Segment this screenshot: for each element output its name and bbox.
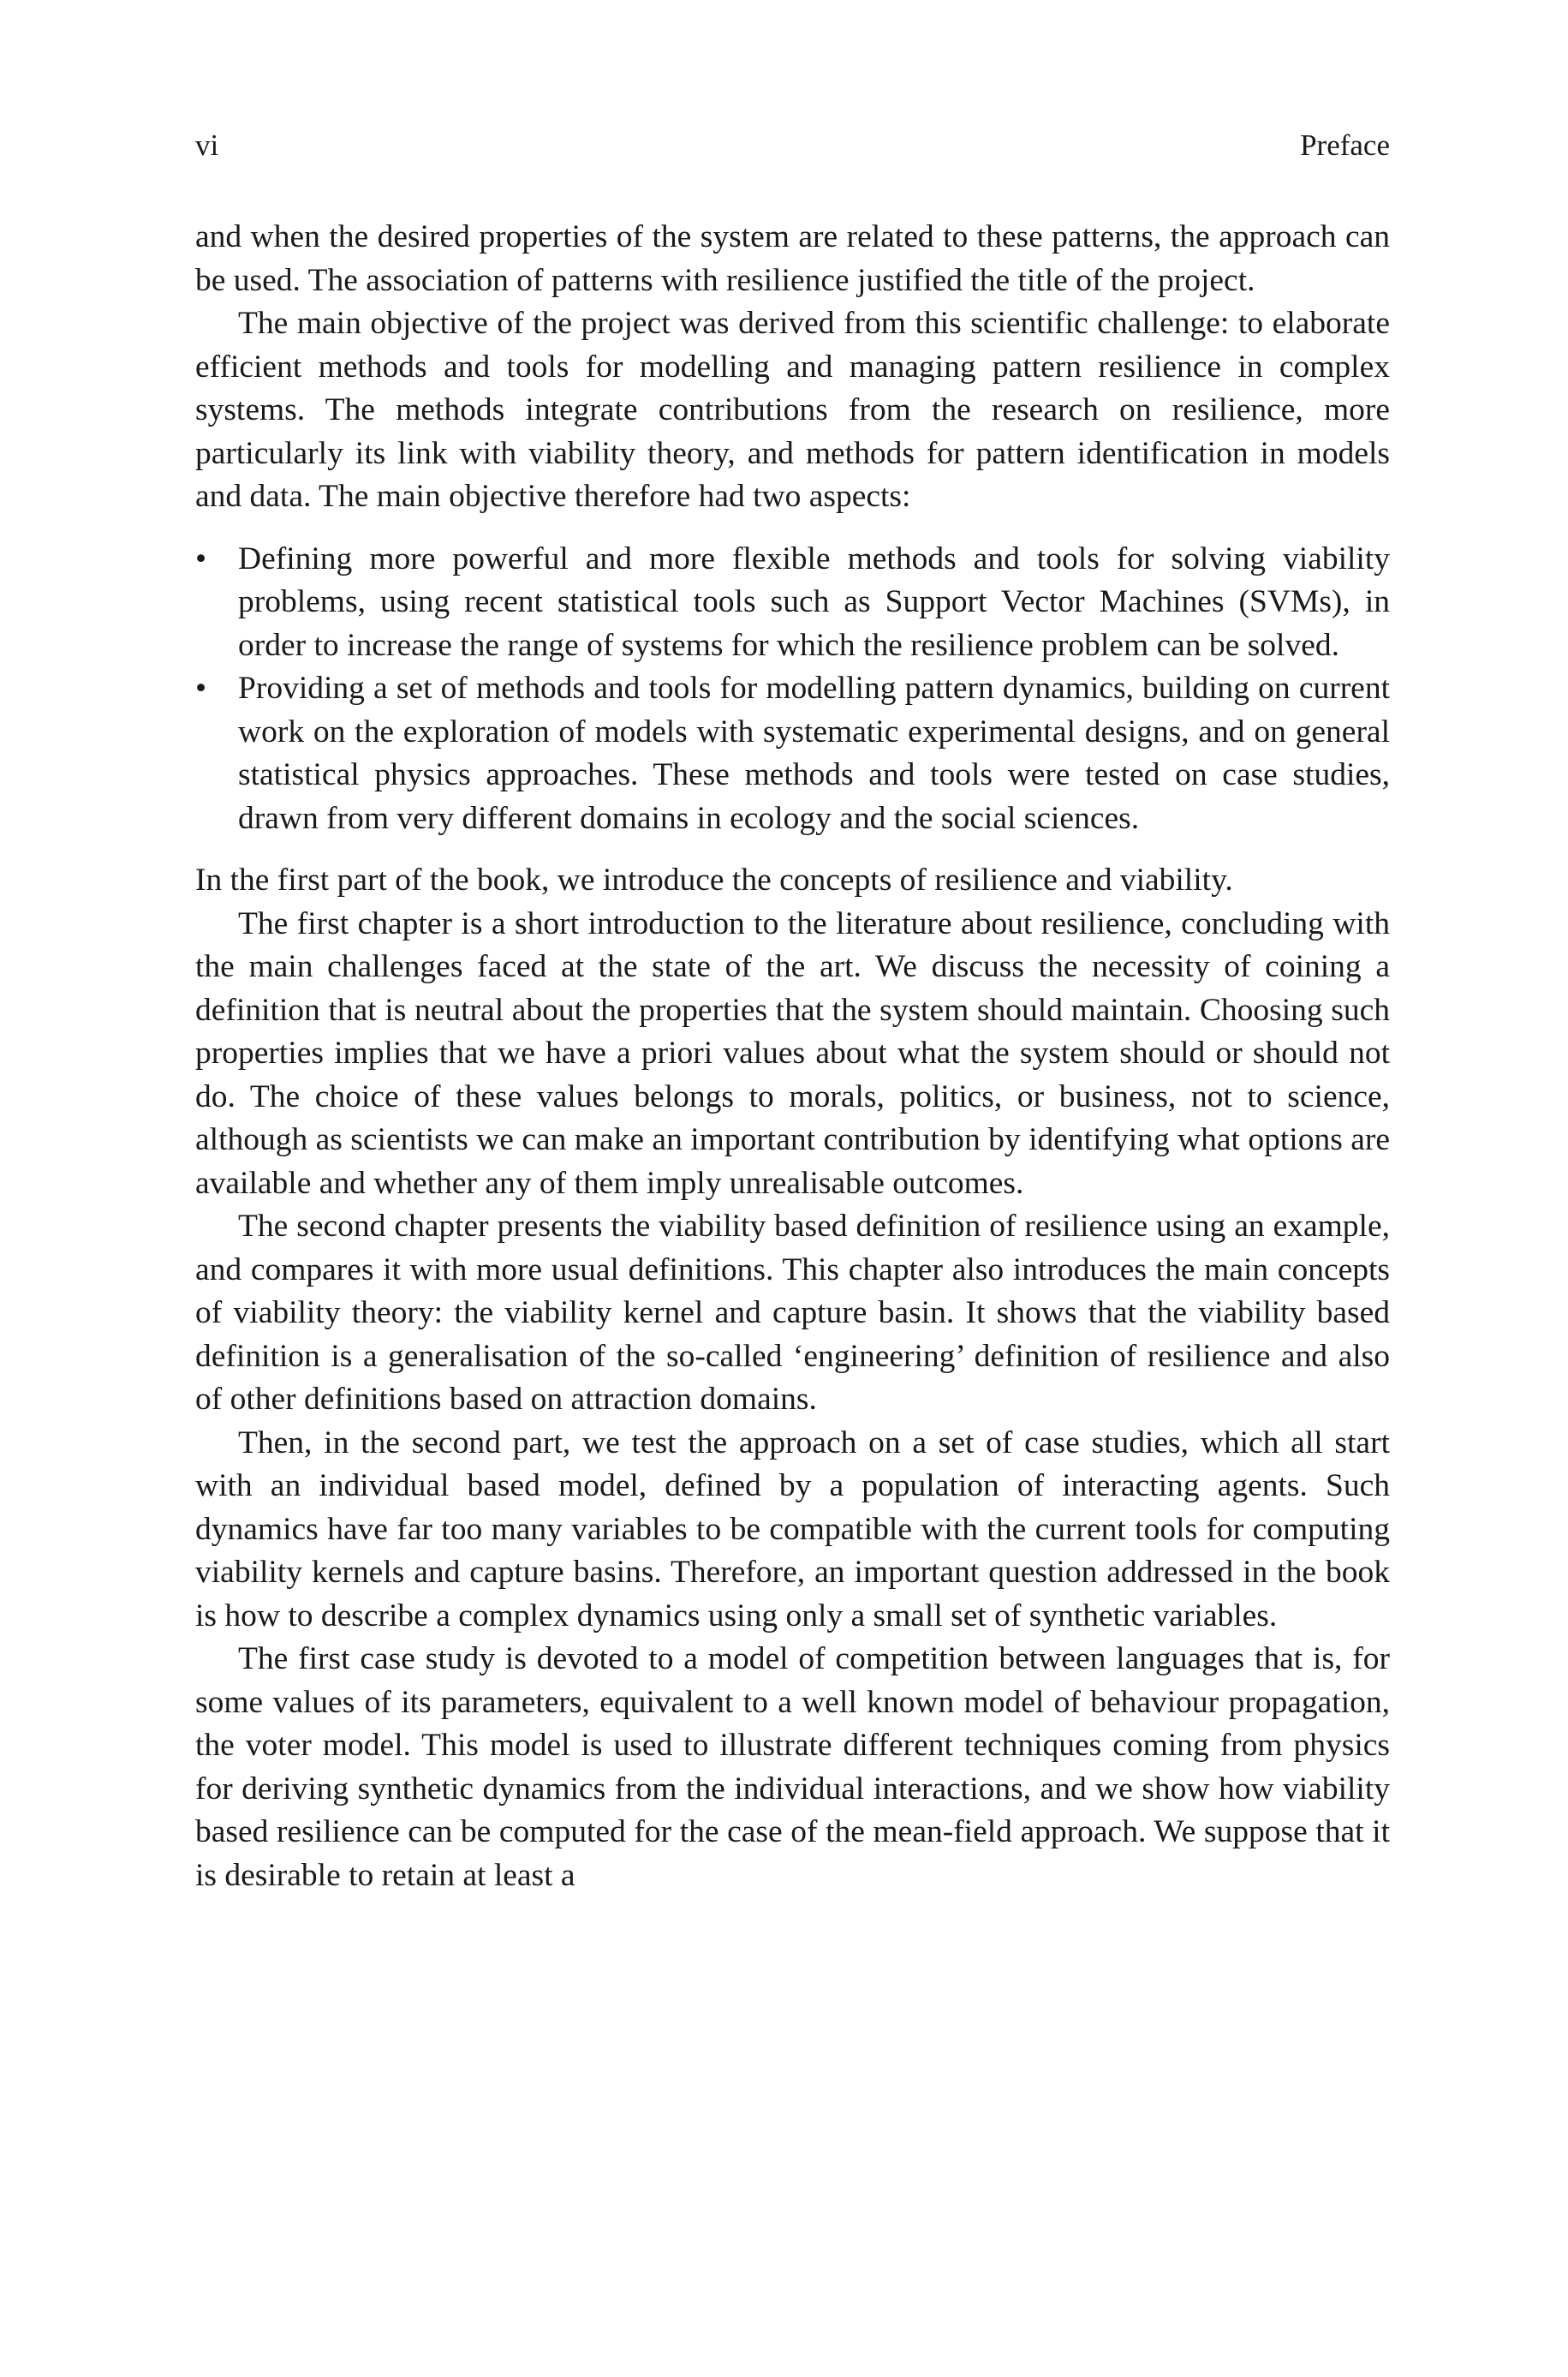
bullet-item <box>195 667 1390 840</box>
paragraph-main-objective: The main objective of the project was derived from this scientific challenge: to elaborate efficient methods and tools for modelling and managing pattern resilience in complex systems. The methods integrate contributions from the research on resilience, more particularly its link with viability theory, and methods for pattern identification in models and data. The main objective therefore had two aspects: <box>195 306 1390 514</box>
objective-bullet-list <box>195 538 1390 841</box>
page-number: vi <box>195 128 219 162</box>
paragraph-continuation: and when the desired properties of the system are related to these patterns, the approach can be used. The association of patterns with resilience justified the title of the project. <box>195 219 1390 298</box>
paragraph-first-chapter: The first chapter is a short introduction to the literature about resilience, concluding with the main challenges faced at the state of the art. We discuss the necessity of coining a definition that is neutral about the properties that the system should maintain. Choosing such properties implies that we have a priori values about what the system should or should not do. The choice of these values belongs to morals, politics, or business, not to science, although as scientists we can make an important contribution by identifying what options are available and whether any of them imply unrealisable outcomes. <box>195 905 1390 1201</box>
paragraph-first-case-study: The first case study is devoted to a model of competition between languages that is, for some values of its parameters, equivalent to a well known model of behaviour propagation, the voter model. This model is used to illustrate different techniques coming from physics for deriving synthetic dynamics from the individual interactions, and we show how viability based resilience can be computed for the case of the mean-field approach. We suppose that it is desirable to retain at least a <box>195 1641 1390 1893</box>
bullet-text: Providing a set of methods and tools for modelling pattern dynamics, building on current work on the exploration of models with systematic experimental designs, and on general statistical physics approaches. These methods and tools were tested on case studies, drawn from very different domains in ecology and the social sciences. <box>238 671 1390 836</box>
paragraph-first-part: In the first part of the book, we introduce the concepts of resilience and viability. <box>195 863 1233 898</box>
bullet-item <box>195 538 1390 668</box>
running-head: Preface <box>1300 128 1390 162</box>
bullet-icon: • <box>195 671 207 706</box>
paragraph-second-part: Then, in the second part, we test the approach on a set of case studies, which all start with an individual based model, defined by a population of interacting agents. Such dynamics have far too many variables to be compatible with the current tools for computing viability kernels and capture basins. Therefore, an important question addressed in the book is how to describe a complex dynamics using only a small set of synthetic variables. <box>195 1424 1390 1633</box>
paragraph-second-chapter: The second chapter presents the viability based definition of resilience using an example, and compares it with more usual definitions. This chapter also introduces the main concepts of viability theory: the viability kernel and capture basin. It shows that the viability based definition is a generalisation of the so-called ‘engineering’ definition of resilience and also of other definitions based on attraction domains. <box>195 1209 1390 1417</box>
page-header <box>195 125 1390 166</box>
bullet-icon: • <box>195 540 207 576</box>
bullet-text: Defining more powerful and more flexible methods and tools for solving viability problems, using recent statistical tools such as Support Vector Machines (SVMs), in order to increase the range of systems for which the resilience problem can be solved. <box>238 540 1390 663</box>
body-text <box>195 216 1390 1897</box>
